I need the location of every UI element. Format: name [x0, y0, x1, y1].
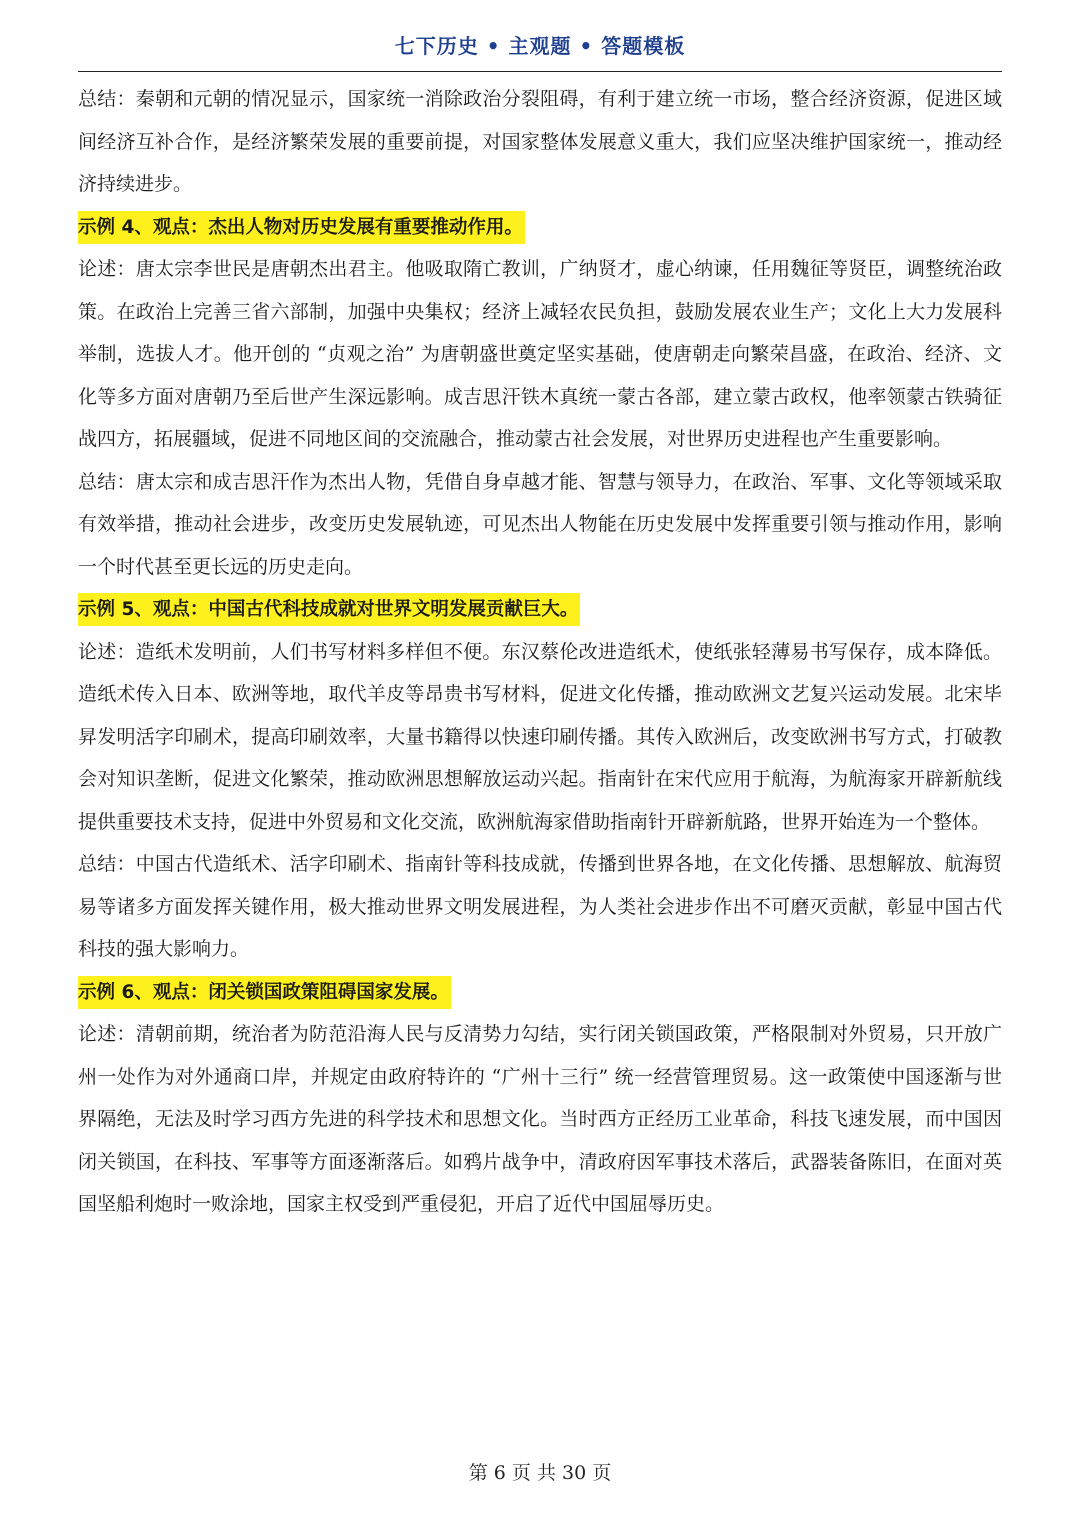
page-header-title: 七下历史 • 主观题 • 答题模板 [394, 34, 686, 58]
example-heading-5 [78, 588, 1002, 631]
argument-paragraph-example-5: 论述：造纸术发明前，人们书写材料多样但不便。东汉蔡伦改进造纸术，使纸张轻薄易书写保存，成本降低。造纸术传入日本、欧洲等地，取代羊皮等昂贵书写材料，促进文化传播，推动欧洲文艺复兴运动发展。北宋毕昇发明活字印刷术，提高印刷效率，大量书籍得以快速印刷传播。其传入欧洲后，改变欧洲书写方式，打破教会对知识垄断，促进文化繁荣，推动欧洲思想解放运动兴起。指南针在宋代应用于航海，为航海家开辟新航线提供重要技术支持，促进中外贸易和文化交流，欧洲航海家借助指南针开辟新航路，世界开始连为一个整体。 [78, 640, 1002, 833]
summary-paragraph-example-5: 总结：中国古代造纸术、活字印刷术、指南针等科技成就，传播到世界各地，在文化传播、思想解放、航海贸易等诸多方面发挥关键作用，极大推动世界文明发展进程，为人类社会进步作出不可磨灭贡献，彰显中国古代科技的强大影响力。 [78, 853, 1002, 960]
header-divider [78, 71, 1002, 72]
page-body [78, 78, 1002, 1226]
example-heading-4 [78, 206, 1002, 249]
example-heading-6 [78, 971, 1002, 1014]
argument-paragraph-example-4: 论述：唐太宗李世民是唐朝杰出君主。他吸取隋亡教训，广纳贤才，虚心纳谏，任用魏征等贤臣，调整统治政策。在政治上完善三省六部制，加强中央集权；经济上减轻农民负担，鼓励发展农业生产；文化上大力发展科举制，选拔人才。他开创的 “贞观之治” 为唐朝盛世奠定坚实基础，使唐朝走向繁荣昌盛，在政治、经济、文化等多方面对唐朝乃至后世产生深远影响。成吉思汗铁木真统一蒙古各部，建立蒙古政权，他率领蒙古铁骑征战四方，拓展疆域，促进不同地区间的交流融合，推动蒙古社会发展，对世界历史进程也产生重要影响。 [78, 258, 1002, 450]
example-heading-4-highlight: 示例 4、观点：杰出人物对历史发展有重要推动作用。 [78, 211, 525, 244]
example-heading-5-highlight: 示例 5、观点：中国古代科技成就对世界文明发展贡献巨大。 [78, 593, 580, 626]
example-heading-6-highlight: 示例 6、观点：闭关锁国政策阻碍国家发展。 [78, 976, 451, 1009]
summary-paragraph-example-3: 总结：秦朝和元朝的情况显示，国家统一消除政治分裂阻碍，有利于建立统一市场，整合经济资源，促进区域间经济互补合作，是经济繁荣发展的重要前提，对国家整体发展意义重大，我们应坚决维护国家统一，推动经济持续进步。 [78, 88, 1002, 195]
argument-paragraph-example-6: 论述：清朝前期，统治者为防范沿海人民与反清势力勾结，实行闭关锁国政策，严格限制对外贸易，只开放广州一处作为对外通商口岸，并规定由政府特许的 “广州十三行” 统一经营管理贸易。这一政策使中国逐渐与世界隔绝，无法及时学习西方先进的科学技术和思想文化。当时西方正经历工业革命，科技飞速发展，而中国因闭关锁国，在科技、军事等方面逐渐落后。如鸦片战争中，清政府因军事技术落后，武器装备陈旧，在面对英国坚船利炮时一败涂地，国家主权受到严重侵犯，开启了近代中国屈辱历史。 [78, 1023, 1002, 1215]
page-number-footer: 第 6 页 共 30 页 [468, 1462, 612, 1484]
summary-paragraph-example-4: 总结：唐太宗和成吉思汗作为杰出人物，凭借自身卓越才能、智慧与领导力，在政治、军事、文化等领域采取有效举措，推动社会进步，改变历史发展轨迹，可见杰出人物能在历史发展中发挥重要引领与推动作用，影响一个时代甚至更长远的历史走向。 [78, 470, 1002, 578]
